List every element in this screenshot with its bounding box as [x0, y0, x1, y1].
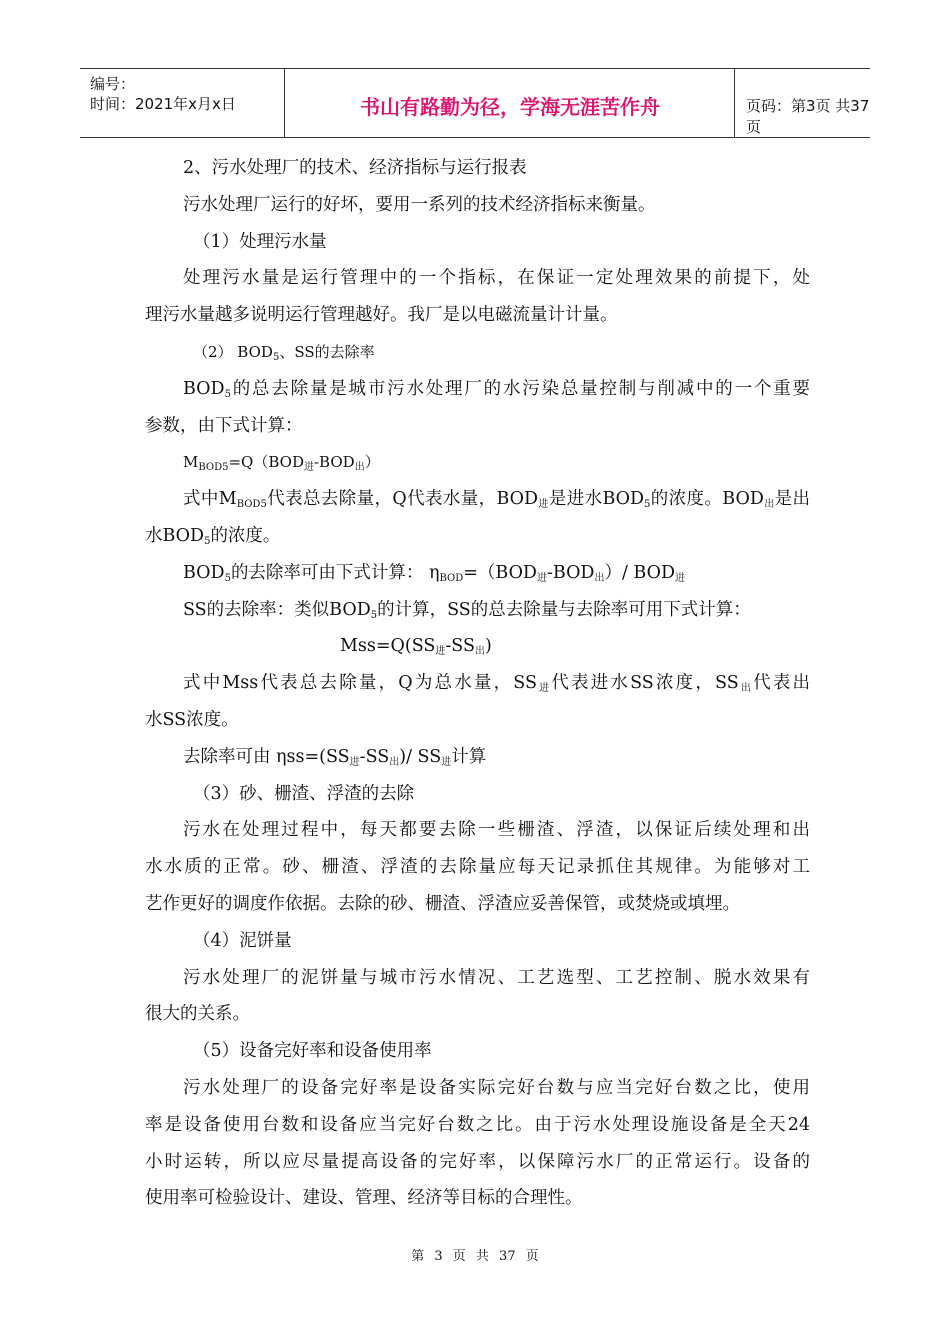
paragraph-line: 污水处理厂的设备完好率是设备实际完好台数与应当完好台数之比，使用	[183, 1077, 810, 1098]
paragraph-line: 艺作更好的调度作依据。去除的砂、栅渣、浮渣应妥善保管，或焚烧或填埋。	[145, 893, 740, 914]
section-heading: 2、污水处理厂的技术、经济指标与运行报表	[183, 158, 527, 178]
paragraph-line: $BOD_5$的总去除量是城市污水处理厂的水污染总量控制与削减中的一个重要	[183, 378, 810, 400]
subsection-heading: （1）处理污水量	[193, 231, 327, 252]
paragraph-line: 污水处理厂运行的好坏，要用一系列的技术经济指标来衡量。	[183, 194, 656, 215]
subsection-heading: （5）设备完好率和设备使用率	[193, 1041, 432, 1062]
paragraph-line: 水水质的正常。砂、栅渣、浮渣的去除量应每天记录抓住其规律。为能够对工	[145, 857, 810, 878]
date-label: 时间：2021年x月x日	[90, 95, 236, 113]
paragraph-line: 污水在处理过程中，每天都要去除一些栅渣、浮渣，以保证后续处理和出	[183, 820, 810, 841]
paragraph-line: 很大的关系。	[145, 1004, 250, 1025]
paragraph-line: 处理污水量是运行管理中的一个指标，在保证一定处理效果的前提下，处	[183, 268, 810, 289]
formula-line: $Mss=Q(SS_进-SS_出)$	[340, 636, 492, 658]
header-info-cell	[80, 69, 285, 137]
paragraph-line: 小时运转，所以应尽量提高设备的完好率，以保障污水厂的正常运行。设备的	[145, 1151, 810, 1172]
formula-line: 去除率可由 $\eta ss=(SS_进-SS_出)/$ $SS_进$计算	[183, 746, 487, 768]
paragraph-line: 率是设备使用台数和设备应当完好台数之比。由于污水处理设施设备是全天24	[145, 1114, 810, 1135]
subsection-heading: （2） $BOD_5$、SS的去除率	[193, 342, 375, 363]
subsection-heading: （3）砂、栅渣、浮渣的去除	[193, 783, 415, 804]
page-label: 页码：第3页 共37页	[746, 97, 870, 136]
paragraph-line: 式中Mss代表总去除量，Q为总水量，$SS_进$代表进水SS浓度，$SS_出$代表出	[183, 673, 811, 695]
paragraph-line: 使用率可检验设计、建设、管理、经济等目标的合理性。	[145, 1188, 583, 1209]
paragraph-line: SS的去除率：类似$BOD_5$的计算，SS的总去除量与去除率可用下式计算：	[183, 599, 751, 621]
subsection-heading: （4）泥饼量	[193, 930, 292, 951]
page-header	[80, 68, 870, 138]
motto: 书山有路勤为径，学海无涯苦作舟	[360, 95, 660, 119]
document-body	[145, 150, 810, 1217]
paragraph-line: 式中$M_{BOD5}$代表总去除量，Q代表水量，$BOD_进$是进水$BOD_5$的浓度。$BOD_出$是出	[183, 489, 811, 511]
page-footer: 第 3 页 共 37 页	[411, 1249, 539, 1264]
paragraph-line: 理污水量越多说明运行管理越好。我厂是以电磁流量计计量。	[145, 305, 618, 326]
paragraph-line: 参数，由下式计算：	[145, 415, 303, 436]
formula-line: $BOD_5$的去除率可由下式计算： $\eta_{BOD}=(BOD_进-BOD_出)/$ $BOD_进$	[183, 562, 685, 584]
formula-line: $M_{BOD5}=Q(BOD_进-BOD_出)$	[183, 453, 380, 474]
paragraph-line: 水SS浓度。	[145, 709, 239, 730]
paragraph-line: 水$BOD_5$的浓度。	[145, 525, 281, 547]
number-label: 编号：	[90, 75, 136, 93]
header-page-cell	[736, 69, 870, 137]
header-motto-cell	[286, 69, 735, 137]
paragraph-line: 污水处理厂的泥饼量与城市污水情况、工艺选型、工艺控制、脱水效果有	[183, 967, 810, 988]
